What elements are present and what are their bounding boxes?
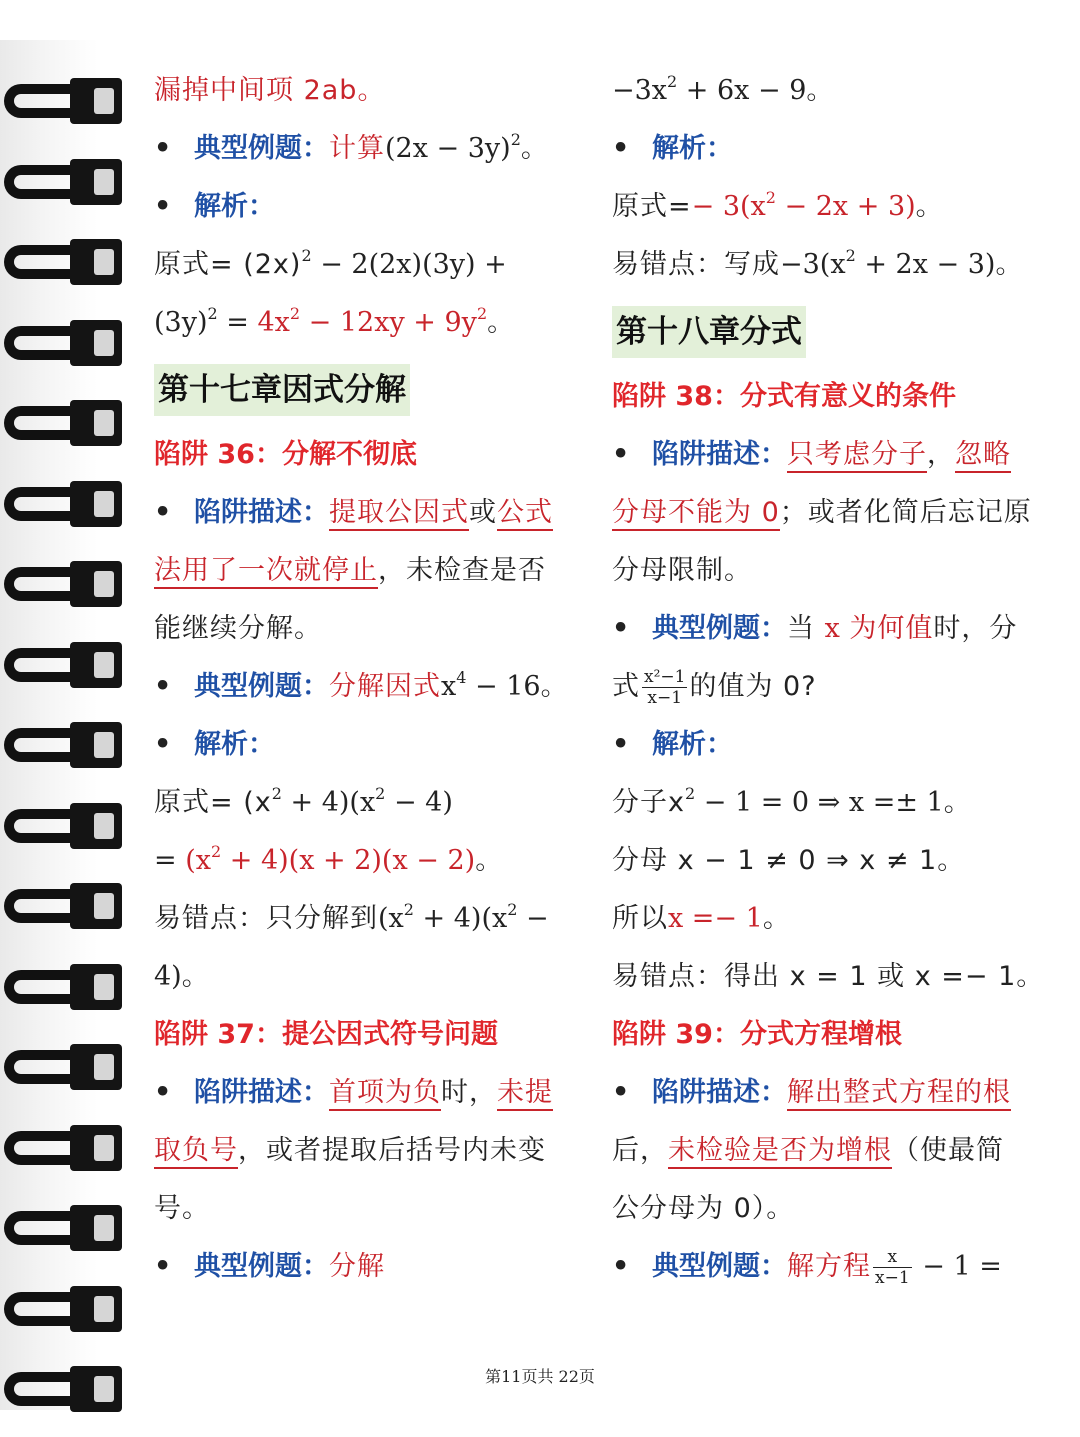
bullet-icon: • bbox=[154, 497, 172, 528]
solution-label: • 解析： bbox=[154, 178, 574, 236]
solution-line: 分母 x − 1 ≠ 0 ⇒ x ≠ 1。 bbox=[612, 845, 966, 876]
example-item: • 典型例题：计算$(2x - 3y)^2$。 bbox=[154, 120, 574, 178]
solution-line: 原式=− $3(x^2 - 2x + 3)$。 bbox=[612, 188, 943, 222]
chapter-heading: 第十八章分式 bbox=[612, 306, 806, 358]
text-line: 4)。 bbox=[154, 961, 209, 992]
spiral-ring bbox=[4, 481, 126, 527]
solution-label: • 解析： bbox=[154, 716, 574, 774]
trap-description: • 陷阱描述：解出整式方程的根 bbox=[612, 1064, 1032, 1122]
page-footer: 第11页共 22页 bbox=[485, 1367, 595, 1386]
bullet-icon: • bbox=[612, 1077, 630, 1108]
bullet-icon: • bbox=[154, 671, 172, 702]
example-item: • 典型例题：分解因式$x^4 - 16$。 bbox=[154, 658, 574, 716]
spiral-ring bbox=[4, 1125, 126, 1171]
text-line: 能继续分解。 bbox=[154, 613, 322, 644]
spiral-ring bbox=[4, 1044, 126, 1090]
text-line: 取负号，或者提取后括号内未变 bbox=[154, 1122, 574, 1180]
solution-label: • 解析： bbox=[612, 716, 1032, 774]
solution-line: 原式= $(x^2 + 4)(x^2 - 4)$ bbox=[154, 784, 453, 818]
spiral-ring bbox=[4, 159, 126, 205]
example-line: 式 $\frac{\text{x²−1}}{x-1}$ 的值为 0? bbox=[612, 667, 817, 708]
bullet-icon: • bbox=[612, 613, 630, 644]
spiral-ring bbox=[4, 239, 126, 285]
example-item: • 典型例题：当 x 为何值时，分 bbox=[612, 600, 1032, 658]
spiral-ring bbox=[4, 320, 126, 366]
text-line: 公分母为 0）。 bbox=[612, 1193, 795, 1224]
example-item: • 典型例题：分解 bbox=[154, 1238, 574, 1296]
right-column bbox=[612, 62, 1045, 1296]
text-line: 后，未检验是否为增根（使最简 bbox=[612, 1122, 1032, 1180]
error-note: 易错点：写成$-3(x^2 + 2x - 3)$。 bbox=[612, 246, 1023, 280]
trap-heading: 陷阱 36：分解不彻底 bbox=[154, 439, 417, 470]
spiral-ring bbox=[4, 964, 126, 1010]
bullet-icon: • bbox=[154, 1077, 172, 1108]
bullet-icon: • bbox=[154, 133, 172, 164]
solution-label: • 解析： bbox=[612, 120, 1032, 178]
trap-description: • 陷阱描述：首项为负时，未提 bbox=[154, 1064, 574, 1122]
spiral-ring bbox=[4, 561, 126, 607]
spiral-ring bbox=[4, 642, 126, 688]
bullet-icon: • bbox=[612, 1251, 630, 1282]
spiral-ring bbox=[4, 1286, 126, 1332]
bullet-icon: • bbox=[154, 191, 172, 222]
solution-line: 原式= $(2x)^2 - 2(2x)(3y)$ + bbox=[154, 246, 507, 280]
spiral-ring bbox=[4, 400, 126, 446]
chapter-heading: 第十七章因式分解 bbox=[154, 364, 410, 416]
trap-description: • 陷阱描述：提取公因式或公式 bbox=[154, 484, 574, 542]
error-note: 易错点：只分解到$(x^2 + 4)(x^2$ − bbox=[154, 900, 549, 934]
text-line: 法用了一次就停止，未检查是否 bbox=[154, 542, 574, 600]
solution-line: = $(x^2 + 4)(x + 2)(x - 2)$。 bbox=[154, 842, 503, 876]
solution-line: 分子$x^2 - 1 = 0$ ⇒ x =± 1。 bbox=[612, 784, 971, 818]
text-line: 号。 bbox=[154, 1193, 210, 1224]
trap-description: • 陷阱描述：只考虑分子，忽略 bbox=[612, 426, 1032, 484]
spiral-binding bbox=[0, 40, 140, 1410]
solution-line: $(3y)^2 = 4x^2 - 12xy + 9y^2$。 bbox=[154, 304, 515, 338]
bullet-icon: • bbox=[612, 439, 630, 470]
example-item: • 典型例题：解方程 $\frac{x}{x-1}$ − 1 = bbox=[612, 1238, 1032, 1296]
spiral-ring bbox=[4, 78, 126, 124]
text-line: 漏掉中间项 2ab。 bbox=[154, 75, 386, 106]
bullet-icon: • bbox=[154, 1251, 172, 1282]
fraction: $\frac{x}{x-1}$ bbox=[875, 1247, 910, 1288]
trap-heading: 陷阱 38：分式有意义的条件 bbox=[612, 381, 956, 412]
error-note: 易错点：得出 x = 1 或 x =− 1。 bbox=[612, 961, 1045, 992]
bullet-icon: • bbox=[612, 133, 630, 164]
bullet-icon: • bbox=[612, 729, 630, 760]
spiral-ring bbox=[4, 803, 126, 849]
spiral-ring bbox=[4, 1205, 126, 1251]
solution-line: 所以x =− 1。 bbox=[612, 903, 790, 934]
bullet-icon: • bbox=[154, 729, 172, 760]
spiral-ring bbox=[4, 722, 126, 768]
spiral-ring bbox=[4, 883, 126, 929]
trap-heading: 陷阱 39：分式方程增根 bbox=[612, 1019, 902, 1050]
fraction: $\frac{\text{x²−1}}{x-1}$ bbox=[644, 667, 686, 708]
text-line: 分母不能为 0；或者化简后忘记原 bbox=[612, 484, 1032, 542]
text-line: $-3x^2 + 6x - 9$。 bbox=[612, 72, 834, 106]
left-column bbox=[154, 62, 574, 1296]
text-line: 分母限制。 bbox=[612, 555, 752, 586]
trap-heading: 陷阱 37：提公因式符号问题 bbox=[154, 1019, 498, 1050]
